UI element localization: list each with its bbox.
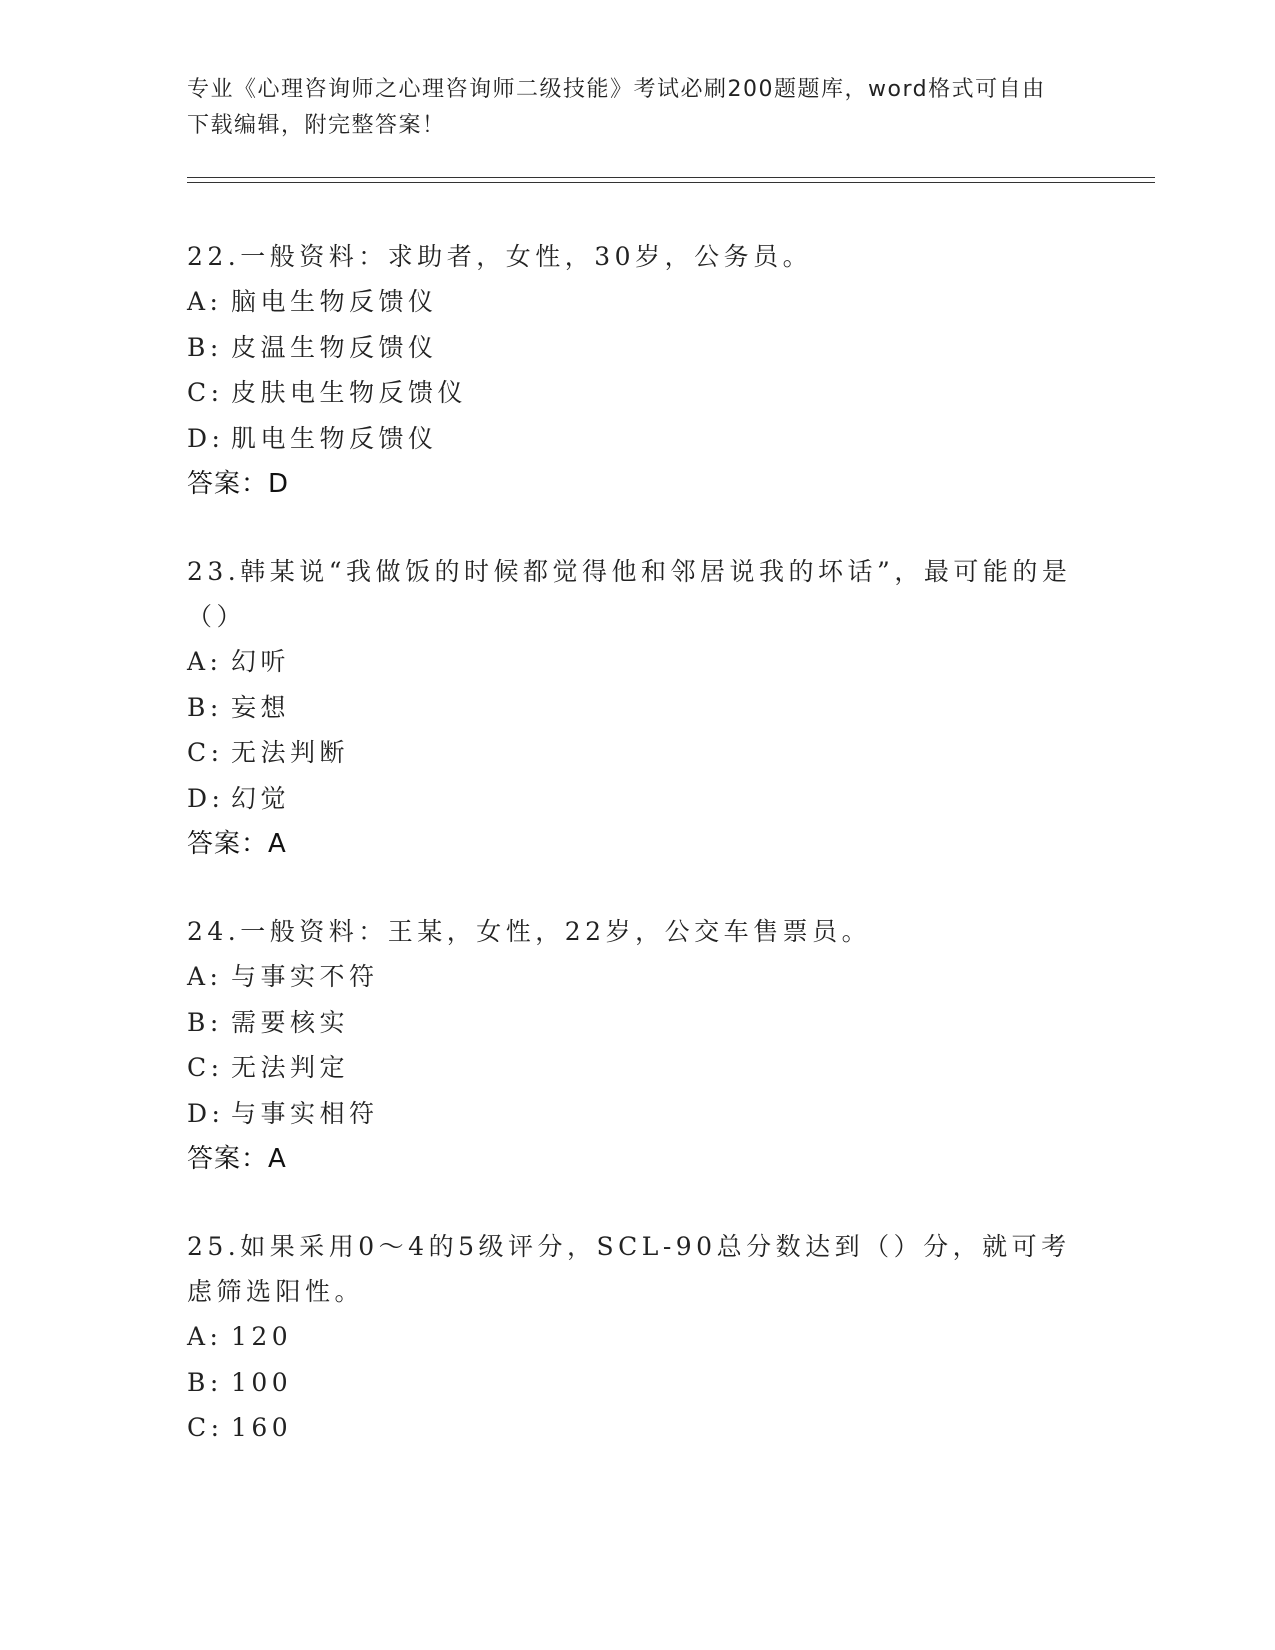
option-d [187,776,1087,822]
option-text: 需要核实 [231,1007,350,1037]
option-key: C: [187,738,224,767]
option-text: 皮温生物反馈仪 [231,332,438,362]
question-text: 25.如果采用0～4的5级评分，SCL-90总分数达到（）分，就可考虑筛选阳性。 [187,1232,1071,1306]
question-23 [187,549,1087,867]
option-a [187,279,1087,325]
option-text: 无法判定 [231,1053,350,1082]
question-list [187,234,1087,1493]
option-key: D: [187,1098,225,1128]
option-key: B: [187,1367,223,1397]
option-text: 120 [231,1322,293,1351]
option-text: 脑电生物反馈仪 [231,287,438,316]
question-text: 22.一般资料：求助者，女性，30岁，公务员。 [187,242,813,271]
option-c [187,1405,1087,1451]
option-text: 160 [231,1413,293,1442]
option-a [187,639,1087,685]
option-key: C: [187,1053,224,1082]
option-a [187,1314,1087,1360]
option-text: 幻觉 [231,783,291,813]
option-key: D: [187,423,225,453]
question-text: 23.韩某说“我做饭的时候都觉得他和邻居说我的坏话”，最可能的是（） [187,557,1072,631]
option-key: D: [187,783,225,813]
option-b [187,685,1087,731]
option-b [187,325,1087,371]
option-key: C: [187,378,224,407]
option-c [187,730,1087,776]
question-24 [187,909,1087,1182]
option-a [187,954,1087,1000]
option-key: A: [187,647,223,676]
answer-line: 答案：A [187,829,287,859]
answer-line: 答案：D [187,469,290,499]
option-b [187,1000,1087,1046]
option-c [187,1045,1087,1091]
question-25 [187,1224,1087,1451]
option-text: 与事实不符 [231,962,379,991]
document-header: 专业《心理咨询师之心理咨询师二级技能》考试必刷200题题库，word格式可自由下载编辑，附完整答案！ [187,77,1046,138]
question-text: 24.一般资料：王某，女性，22岁，公交车售票员。 [187,917,872,946]
option-d [187,1091,1087,1137]
option-key: A: [187,1322,223,1351]
option-key: B: [187,332,223,362]
option-b [187,1360,1087,1406]
option-key: B: [187,692,223,722]
option-text: 肌电生物反馈仪 [231,423,438,453]
option-key: B: [187,1007,223,1037]
header-divider-top [187,177,1155,178]
option-text: 无法判断 [231,738,350,767]
option-key: A: [187,962,223,991]
option-text: 100 [231,1367,293,1397]
header-divider-bottom [187,182,1155,183]
option-key: C: [187,1413,224,1442]
option-d [187,416,1087,462]
option-text: 幻听 [231,647,291,676]
option-text: 妄想 [231,692,291,722]
option-key: A: [187,287,223,316]
question-22 [187,234,1087,507]
option-text: 与事实相符 [231,1098,379,1128]
option-c [187,370,1087,416]
answer-line: 答案：A [187,1144,287,1174]
option-text: 皮肤电生物反馈仪 [231,378,468,407]
